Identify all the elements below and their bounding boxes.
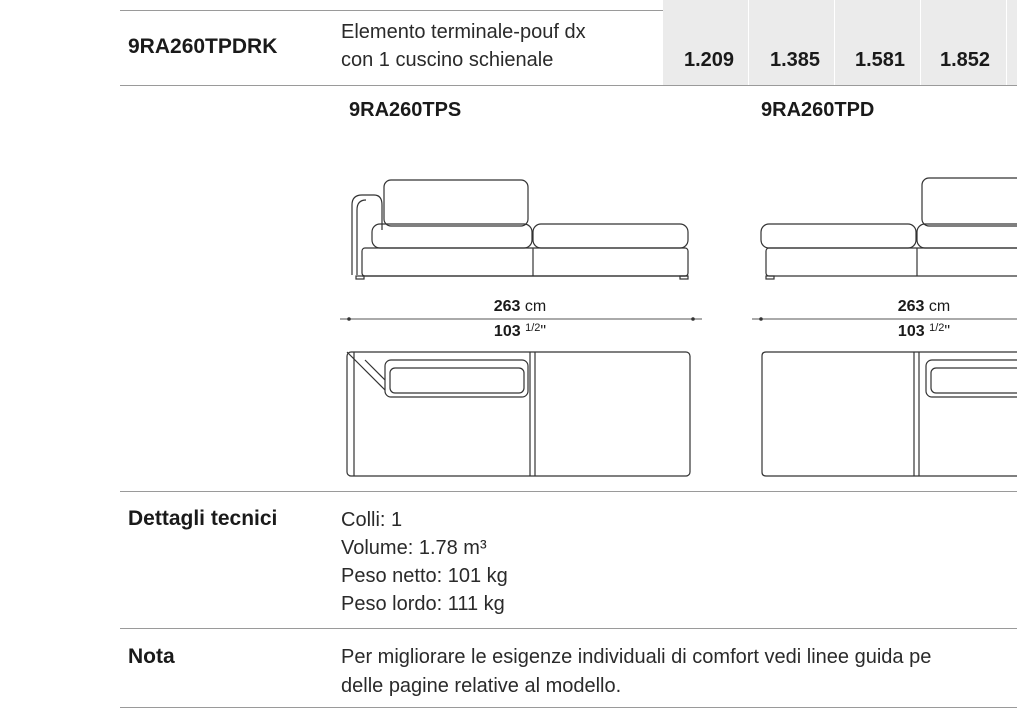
price-cell: 1.385 (770, 49, 821, 71)
width-inch-value: 103 (493, 323, 521, 340)
row-rule (120, 491, 1017, 492)
note-line1: Per migliorare le esigenze individuali di comfort vedi linee guida pe (341, 646, 932, 668)
technical-line: Peso lordo: 111 kg (341, 593, 505, 615)
width-cm-value: 263 (493, 298, 521, 315)
note-line2: delle pagine relative al modello. (341, 675, 622, 697)
product-description-line1: Elemento terminale-pouf dx (341, 21, 586, 43)
cm-unit: cm (928, 298, 951, 315)
bottom-rule (120, 707, 1017, 708)
price-cell: 1.581 (855, 49, 906, 71)
width-cm-value: 263 (897, 298, 925, 315)
price-cell: 1.852 (940, 49, 991, 71)
width-inch-fraction: 1/2 (525, 322, 541, 334)
technical-details-label: Dettagli tecnici (128, 507, 278, 530)
width-inch-fraction: 1/2 (929, 322, 945, 334)
variant-code-left: 9RA260TPS (349, 99, 462, 121)
technical-line: Colli: 1 (341, 509, 403, 531)
row-rule (120, 628, 1017, 629)
inch-mark: " (540, 323, 547, 340)
technical-line: Volume: 1.78 m³ (341, 537, 487, 559)
product-code: 9RA260TPDRK (128, 35, 278, 58)
cm-unit: cm (524, 298, 547, 315)
product-description-line2: con 1 cuscino schienale (341, 49, 554, 71)
inch-mark: " (944, 323, 951, 340)
technical-line: Peso netto: 101 kg (341, 565, 508, 587)
width-inch-value: 103 (897, 323, 925, 340)
variant-code-right: 9RA260TPD (761, 99, 875, 121)
price-cell: 1.209 (684, 49, 735, 71)
note-label: Nota (128, 645, 175, 668)
